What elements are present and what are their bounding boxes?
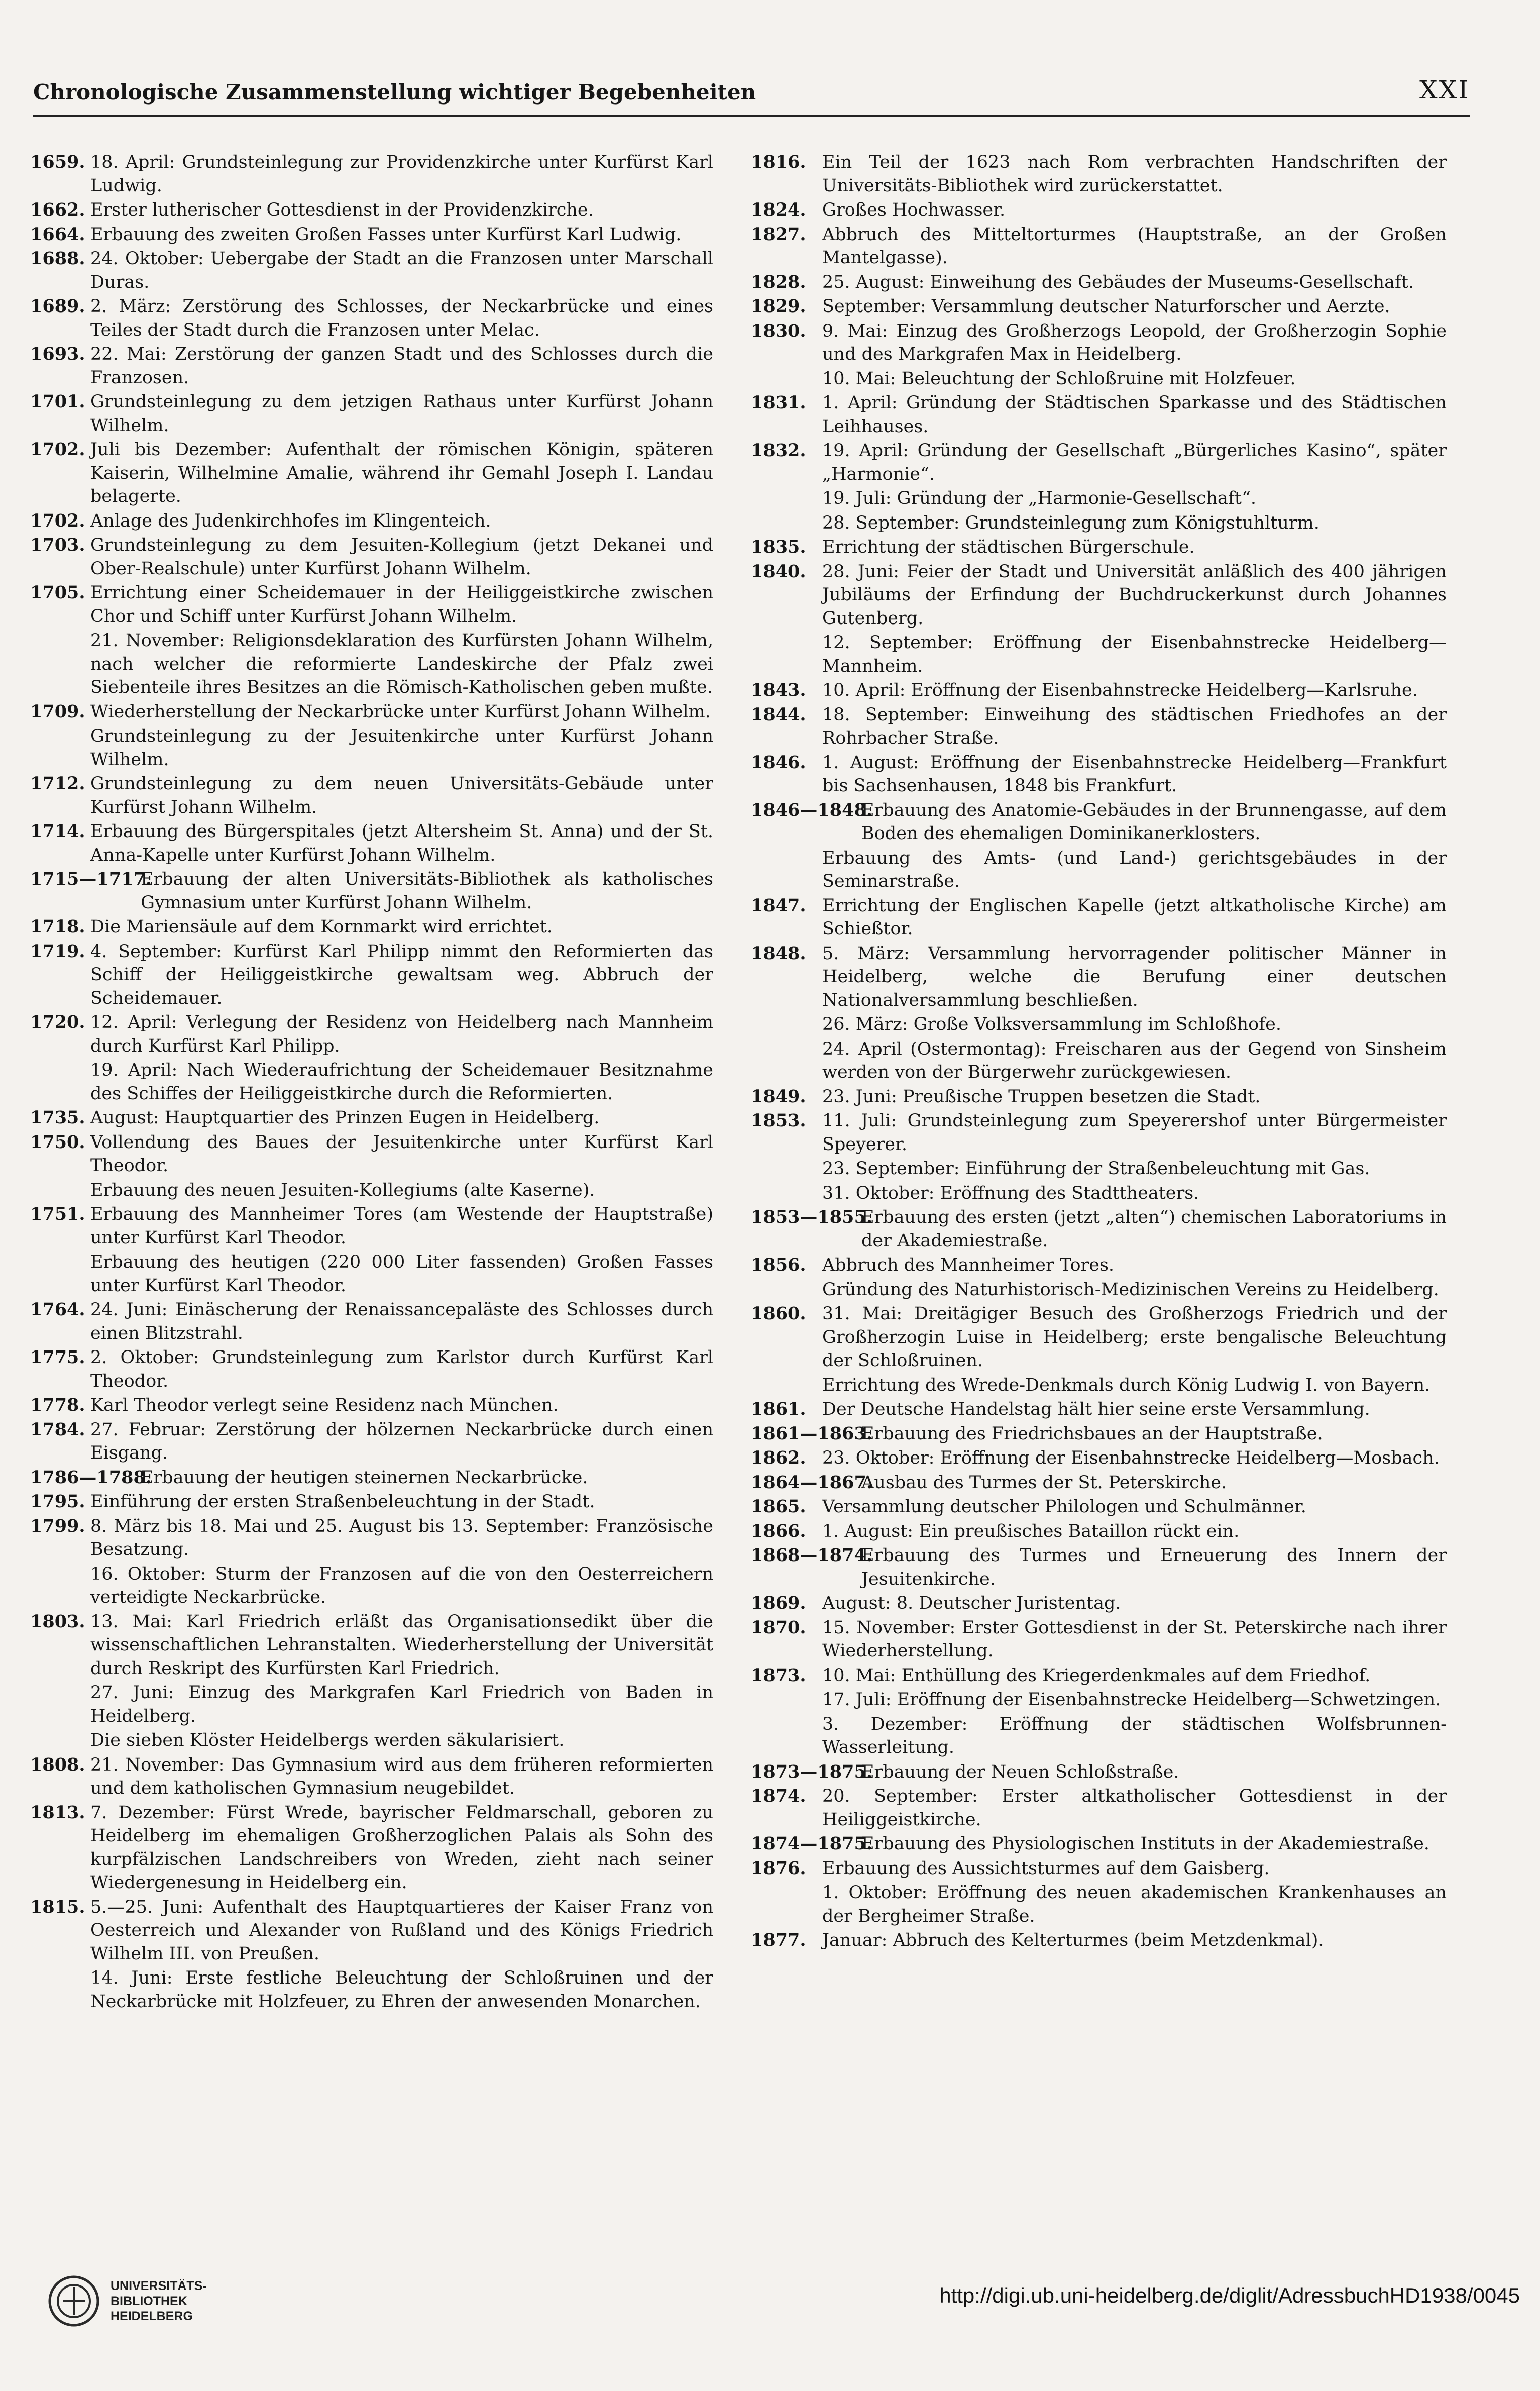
entry-text: 11. Juli: Grundsteinlegung zum Speyerershof unter Bürgermeister Speyerer.	[822, 1111, 1447, 1155]
chronology-entry	[30, 1753, 713, 1800]
entry-text: 28. September: Grundsteinlegung zum Königstuhlturm.	[822, 512, 1319, 533]
entry-year: 1714.	[30, 821, 85, 842]
chronology-entry	[30, 151, 713, 197]
chronology-entry	[30, 700, 713, 724]
chronology-entry	[751, 1037, 1447, 1084]
entry-year: 1775.	[30, 1347, 85, 1368]
chronology-entry	[30, 915, 713, 939]
entry-text: 15. November: Erster Gottesdienst in der St. Peterskirche nach ihrer Wiederherstellung.	[822, 1617, 1447, 1661]
entry-text: Erbauung des Anatomie-Gebäudes in der Brunnengasse, auf dem Boden des ehemaligen Dominikanerklosters.	[861, 800, 1447, 844]
entry-year: 1853—1855.	[751, 1207, 873, 1227]
entry-text: Erbauung des neuen Jesuiten-Kollegiums (alte Kaserne).	[90, 1180, 595, 1200]
entry-year: 1703.	[30, 535, 85, 555]
entry-text: 3. Dezember: Eröffnung der städtischen Wolfsbrunnen-Wasserleitung.	[822, 1714, 1447, 1757]
chronology-entry	[30, 1966, 713, 2013]
entry-year: 1849.	[751, 1086, 806, 1107]
entry-year: 1784.	[30, 1419, 85, 1440]
entry-text: Versammlung deutscher Philologen und Schulmänner.	[822, 1497, 1306, 1517]
chronology-entry	[30, 1418, 713, 1465]
entry-year: 1866.	[751, 1520, 806, 1541]
entry-text: Erbauung des Physiologischen Instituts in der Akademiestraße.	[861, 1834, 1429, 1854]
entry-text: Erbauung des zweiten Großen Fasses unter Kurfürst Karl Ludwig.	[90, 224, 682, 245]
entry-text: Gründung des Naturhistorisch-Medizinischen Vereins zu Heidelberg.	[822, 1279, 1439, 1300]
entry-year: 1719.	[30, 941, 85, 962]
entry-text: 23. Juni: Preußische Truppen besetzen die Stadt.	[822, 1086, 1261, 1107]
entry-text: Anlage des Judenkirchhofes im Klingenteich.	[90, 510, 491, 531]
entry-year: 1868—1874.	[751, 1545, 873, 1566]
chronology-entry	[30, 390, 713, 437]
entry-year: 1828.	[751, 271, 806, 292]
logo-line: UNIVERSITÄTS-	[111, 2279, 207, 2293]
entry-text: 23. Oktober: Eröffnung der Eisenbahnstrecke Heidelberg—Mosbach.	[822, 1448, 1440, 1468]
chronology-entry	[751, 703, 1447, 750]
entry-text: August: Hauptquartier des Prinzen Eugen in Heidelberg.	[90, 1108, 600, 1128]
entry-text: 1. Oktober: Eröffnung des neuen akademischen Krankenhauses an der Bergheimer Straße.	[822, 1883, 1447, 1926]
entry-text: 2. März: Zerstörung des Schlosses, der Neckarbrücke und eines Teiles der Stadt durch die Franzosen unter Melac.	[90, 296, 713, 340]
chronology-entry	[751, 631, 1447, 678]
logo-line: HEIDELBERG	[111, 2309, 193, 2323]
chronology-entry	[751, 487, 1447, 510]
entry-year: 1862.	[751, 1447, 806, 1468]
chronology-entry	[751, 679, 1447, 702]
entry-year: 1846—1848.	[751, 799, 873, 820]
chronology-entry	[751, 1929, 1447, 1952]
entry-text: Der Deutsche Handelstag hält hier seine erste Versammlung.	[822, 1399, 1370, 1419]
entry-text: Vollendung des Baues der Jesuitenkirche unter Kurfürst Karl Theodor.	[90, 1132, 713, 1176]
chronology-entry	[751, 799, 1447, 846]
entry-year: 1873—1875.	[751, 1761, 873, 1782]
chronology-entry	[30, 534, 713, 580]
entry-text: Juli bis Dezember: Aufenthalt der römischen Königin, späteren Kaiserin, Wilhelmine Amalie, während ihr Gemahl Joseph I. Landau belagerte.	[90, 440, 713, 506]
entry-text: 22. Mai: Zerstörung der ganzen Stadt und des Schlosses durch die Franzosen.	[90, 344, 713, 388]
chronology-entry	[30, 1563, 713, 1609]
chronology-entry	[751, 1832, 1447, 1856]
entry-text: Wiederherstellung der Neckarbrücke unter Kurfürst Johann Wilhelm.	[90, 701, 711, 722]
chronology-entry	[30, 295, 713, 342]
chronology-entry	[751, 1278, 1447, 1302]
chronology-entry	[30, 1729, 713, 1752]
left-column	[30, 151, 713, 2014]
entry-year: 1764.	[30, 1299, 85, 1320]
entry-text: Ausbau des Turmes der St. Peterskirche.	[861, 1472, 1227, 1493]
entry-text: 7. Dezember: Fürst Wrede, bayrischer Feldmarschall, geboren zu Heidelberg im ehemaligen Großherzoglichen Palais als Sohn des kurpfälzischen Landschreibers von Wreden, zieht nach seiner Wiedergenesung in Heidelberg ein.	[90, 1802, 713, 1893]
entry-text: Erbauung des Bürgerspitales (jetzt Altersheim St. Anna) und der St. Anna-Kapelle unter Kurfürst Johann Wilhelm.	[90, 821, 713, 865]
chronology-entry	[751, 847, 1447, 893]
entry-text: 14. Juni: Erste festliche Beleuchtung der Schloßruinen und der Neckarbrücke mit Holzfeuer, zu Ehren der anwesenden Monarchen.	[90, 1968, 713, 2012]
entry-year: 1715—1717.	[30, 869, 152, 889]
entry-year: 1829.	[751, 296, 806, 317]
entry-text: 1. August: Eröffnung der Eisenbahnstrecke Heidelberg—Frankfurt bis Sachsenhausen, 1848 bis Frankfurt.	[822, 752, 1447, 796]
entry-text: 27. Juni: Einzug des Markgrafen Karl Friedrich von Baden in Heidelberg.	[90, 1683, 713, 1726]
chronology-entry	[30, 343, 713, 389]
entry-text: Errichtung der Englischen Kapelle (jetzt altkatholische Kirche) am Schießtor.	[822, 895, 1447, 939]
entry-text: 28. Juni: Feier der Stadt und Universität anläßlich des 400 jährigen Jubiläums der Erfindung der Buchdruckerkunst durch Johannes Gutenberg.	[822, 561, 1447, 629]
chronology-entry	[751, 1520, 1447, 1543]
entry-text: Januar: Abbruch des Kelterturmes (beim Metzdenkmal).	[822, 1930, 1324, 1950]
entry-text: 1. August: Ein preußisches Bataillon rückt ein.	[822, 1521, 1240, 1541]
entry-text: Grundsteinlegung zu dem jetzigen Rathaus unter Kurfürst Johann Wilhelm.	[90, 392, 713, 436]
chronology-entry	[30, 940, 713, 1010]
entry-text: Abbruch des Mitteltorturmes (Hauptstraße, an der Großen Mantelgasse).	[822, 224, 1447, 268]
entry-text: 5.—25. Juni: Aufenthalt des Hauptquartieres der Kaiser Franz von Oesterreich und Alexander von Rußland und des Königs Friedrich Wilhelm III. von Preußen.	[90, 1897, 713, 1964]
chronology-entry	[751, 1592, 1447, 1615]
entry-year: 1701.	[30, 391, 85, 412]
entry-year: 1816.	[751, 152, 806, 172]
entry-text: Erbauung des ersten (jetzt „alten“) chemischen Laboratoriums in der Akademiestraße.	[861, 1207, 1447, 1251]
entry-year: 1778.	[30, 1395, 85, 1415]
entry-text: Erbauung des Turmes und Erneuerung des Innern der Jesuitenkirche.	[861, 1545, 1447, 1589]
chronology-entry	[30, 1681, 713, 1728]
entry-year: 1718.	[30, 916, 85, 937]
chronology-entry	[751, 1785, 1447, 1831]
seal-icon	[48, 2275, 100, 2328]
entry-text: Einführung der ersten Straßenbeleuchtung in der Stadt.	[90, 1492, 595, 1512]
chronology-entry	[751, 295, 1447, 319]
entry-year: 1847.	[751, 895, 806, 916]
entry-year: 1848.	[751, 943, 806, 964]
chronology-entry	[30, 724, 713, 771]
entry-text: Errichtung der städtischen Bürgerschule.	[822, 537, 1195, 557]
entry-text: Errichtung einer Scheidemauer in der Heiliggeistkirche zwischen Chor und Schiff unter Kurfürst Johann Wilhelm.	[90, 583, 713, 627]
chronology-entry	[30, 1203, 713, 1250]
entry-text: 9. Mai: Einzug des Großherzogs Leopold, der Großherzogin Sophie und des Markgrafen Max in Heidelberg.	[822, 321, 1447, 364]
entry-text: Erbauung des Amts- (und Land-) gerichtsgebäudes in der Seminarstraße.	[822, 848, 1447, 891]
entry-year: 1808.	[30, 1754, 85, 1775]
chronology-entry	[30, 1179, 713, 1202]
entry-year: 1843.	[751, 680, 806, 700]
entry-year: 1873.	[751, 1665, 806, 1686]
chronology-entry	[751, 1688, 1447, 1712]
entry-year: 1831.	[751, 392, 806, 413]
entry-text: Erbauung des Aussichtsturmes auf dem Gaisberg.	[822, 1858, 1270, 1879]
chronology-entry	[30, 868, 713, 914]
entry-text: Erbauung der heutigen steinernen Neckarbrücke.	[141, 1467, 588, 1488]
entry-text: 17. Juli: Eröffnung der Eisenbahnstrecke Heidelberg—Schwetzingen.	[822, 1690, 1441, 1710]
entry-text: Großes Hochwasser.	[822, 200, 1006, 220]
chronology-entry	[30, 1251, 713, 1297]
entry-text: 19. April: Gründung der Gesellschaft „Bürgerliches Kasino“, später „Harmonie“.	[822, 441, 1447, 484]
entry-text: August: 8. Deutscher Juristentag.	[822, 1593, 1121, 1613]
entry-year: 1712.	[30, 773, 85, 794]
chronology-entry	[751, 1302, 1447, 1373]
entry-year: 1799.	[30, 1515, 85, 1536]
chronology-entry	[30, 247, 713, 294]
entry-year: 1877.	[751, 1930, 806, 1950]
chronology-entry	[751, 1857, 1447, 1881]
entry-text: 26. März: Große Volksversammlung im Schloßhofe.	[822, 1014, 1281, 1034]
chronology-entry	[30, 223, 713, 247]
entry-year: 1795.	[30, 1491, 85, 1512]
entry-text: 4. September: Kurfürst Karl Philipp nimmt den Reformierten das Schiff der Heiliggeistkirche gewaltsam weg. Abbruch der Scheidemauer.	[90, 941, 713, 1008]
chronology-entry	[30, 1059, 713, 1105]
chronology-entry	[751, 1182, 1447, 1205]
chronology-entry	[30, 629, 713, 699]
entry-text: 20. September: Erster altkatholischer Gottesdienst in der Heiliggeistkirche.	[822, 1786, 1447, 1830]
entry-text: 2. Oktober: Grundsteinlegung zum Karlstor durch Kurfürst Karl Theodor.	[90, 1347, 713, 1391]
entry-year: 1709.	[30, 701, 85, 722]
entry-text: 21. November: Religionsdeklaration des Kurfürsten Johann Wilhelm, nach welcher die reformierte Landeskirche der Pfalz zwei Siebenteile ihres Besitzes an die Römisch-Katholischen geben mußte.	[90, 631, 713, 697]
entry-year: 1720.	[30, 1012, 85, 1032]
chronology-entry	[751, 1109, 1447, 1156]
entry-text: 10. April: Eröffnung der Eisenbahnstrecke Heidelberg—Karlsruhe.	[822, 680, 1418, 700]
entry-year: 1705.	[30, 582, 85, 603]
chronology-entry	[751, 1471, 1447, 1495]
entry-text: 8. März bis 18. Mai und 25. August bis 13. September: Französische Besatzung.	[90, 1516, 713, 1560]
entry-text: 12. September: Eröffnung der Eisenbahnstrecke Heidelberg—Mannheim.	[822, 633, 1447, 676]
chronology-entry	[30, 820, 713, 867]
entry-year: 1864—1867.	[751, 1472, 873, 1493]
entry-year: 1693.	[30, 344, 85, 364]
entry-year: 1865.	[751, 1496, 806, 1517]
entry-year: 1860.	[751, 1303, 806, 1324]
entry-year: 1750.	[30, 1131, 85, 1153]
entry-text: 5. März: Versammlung hervorragender politischer Männer in Heidelberg, welche die Berufung einer deutschen Nationalversammlung beschließen.	[822, 943, 1447, 1010]
chronology-entry	[30, 438, 713, 508]
page-number: XXI	[1419, 75, 1470, 105]
entry-year: 1830.	[751, 320, 806, 341]
entry-text: Die Mariensäule auf dem Kornmarkt wird errichtet.	[90, 917, 553, 937]
chronology-entry	[30, 1466, 713, 1490]
entry-year: 1751.	[30, 1204, 85, 1224]
entry-text: 10. Mai: Beleuchtung der Schloßruine mit Holzfeuer.	[822, 368, 1296, 389]
chronology-entry	[30, 1131, 713, 1178]
chronology-entry	[751, 439, 1447, 486]
chronology-entry	[751, 560, 1447, 631]
chronology-entry	[751, 1760, 1447, 1784]
entry-year: 1702.	[30, 439, 85, 460]
chronology-entry	[30, 1106, 713, 1130]
entry-year: 1832.	[751, 440, 806, 461]
page-header	[33, 75, 1470, 105]
chronology-entry	[30, 581, 713, 628]
entry-text: 19. April: Nach Wiederaufrichtung der Scheidemauer Besitznahme des Schiffes der Heiliggeistkirche durch die Reformierten.	[90, 1060, 713, 1104]
entry-year: 1815.	[30, 1896, 85, 1917]
entry-text: Erbauung des Friedrichsbaues an der Hauptstraße.	[861, 1423, 1323, 1444]
entry-year: 1874.	[751, 1786, 806, 1806]
chronology-entry	[751, 942, 1447, 1012]
entry-year: 1662.	[30, 199, 85, 220]
chronology-entry	[751, 1374, 1447, 1397]
chronology-entry	[751, 1013, 1447, 1036]
right-column	[751, 151, 1447, 1953]
entry-text: Erster lutherischer Gottesdienst in der Providenzkirche.	[90, 200, 594, 220]
chronology-entry	[751, 1616, 1447, 1663]
chronology-entry	[751, 391, 1447, 438]
chronology-entry	[751, 1881, 1447, 1928]
chronology-entry	[751, 223, 1447, 270]
entry-text: Grundsteinlegung zu dem Jesuiten-Kollegium (jetzt Dekanei und Ober-Realschule) unter Kurfürst Johann Wilhelm.	[90, 535, 713, 579]
entry-year: 1702.	[30, 510, 85, 531]
entry-text: 1. April: Gründung der Städtischen Sparkasse und des Städtischen Leihhauses.	[822, 393, 1447, 437]
header-rule	[33, 115, 1470, 117]
chronology-entry	[751, 1664, 1447, 1688]
entry-year: 1689.	[30, 296, 85, 317]
chronology-entry	[751, 1495, 1447, 1519]
entry-text: Erbauung der Neuen Schloßstraße.	[861, 1761, 1179, 1782]
page-title: Chronologische Zusammenstellung wichtiger Begebenheiten	[33, 80, 756, 105]
chronology-entry	[751, 151, 1447, 197]
entry-year: 1659.	[30, 152, 85, 172]
entry-text: 21. November: Das Gymnasium wird aus dem früheren reformierten und dem katholischen Gymnasium neugebildet.	[90, 1754, 713, 1798]
entry-text: 24. Oktober: Uebergabe der Stadt an die Franzosen unter Marschall Duras.	[90, 249, 713, 292]
entry-text: 13. Mai: Karl Friedrich erläßt das Organisationsedikt über die wissenschaftlichen Lehranstalten. Wiederherstellung der Universität durch Reskript des Kurfürsten Karl Friedrich.	[90, 1611, 713, 1679]
entry-text: 12. April: Verlegung der Residenz von Heidelberg nach Mannheim durch Kurfürst Karl Philipp.	[90, 1012, 713, 1056]
chronology-entry	[751, 1544, 1447, 1591]
chronology-entry	[751, 1446, 1447, 1470]
entry-year: 1870.	[751, 1617, 806, 1638]
entry-text: 18. April: Grundsteinlegung zur Providenzkirche unter Kurfürst Karl Ludwig.	[90, 152, 713, 196]
chronology-entry	[751, 751, 1447, 798]
entry-text: Ein Teil der 1623 nach Rom verbrachten Handschriften der Universitäts-Bibliothek wird zurückerstattet.	[822, 152, 1447, 196]
entry-text: 24. Juni: Einäscherung der Renaissancepaläste des Schlosses durch einen Blitzstrahl.	[90, 1300, 713, 1343]
entry-year: 1869.	[751, 1593, 806, 1613]
logo-line: BIBLIOTHEK	[111, 2294, 187, 2308]
entry-year: 1688.	[30, 248, 85, 269]
entry-year: 1844.	[751, 704, 806, 725]
chronology-entry	[30, 198, 713, 222]
entry-year: 1813.	[30, 1802, 85, 1823]
entry-text: 25. August: Einweihung des Gebäudes der Museums-Gesellschaft.	[822, 272, 1414, 292]
entry-text: 18. September: Einweihung des städtischen Friedhofes an der Rohrbacher Straße.	[822, 704, 1447, 748]
entry-text: Errichtung des Wrede-Denkmals durch König Ludwig I. von Bayern.	[822, 1375, 1431, 1395]
entry-year: 1876.	[751, 1857, 806, 1879]
entry-text: 31. Oktober: Eröffnung des Stadttheaters.	[822, 1183, 1199, 1203]
chronology-entry	[751, 536, 1447, 559]
chronology-entry	[751, 198, 1447, 222]
entry-year: 1664.	[30, 224, 85, 245]
entry-text: Erbauung des heutigen (220 000 Liter fassenden) Großen Fasses unter Kurfürst Karl Theodor.	[90, 1252, 713, 1296]
chronology-entry	[751, 320, 1447, 366]
chronology-entry	[751, 511, 1447, 535]
entry-text: 24. April (Ostermontag): Freischaren aus der Gegend von Sinsheim werden von der Bürgerwehr zurückgewiesen.	[822, 1038, 1447, 1082]
chronology-entry	[30, 1896, 713, 1966]
chronology-entry	[30, 1610, 713, 1681]
chronology-entry	[751, 271, 1447, 294]
entry-text: Die sieben Klöster Heidelbergs werden säkularisiert.	[90, 1730, 565, 1750]
entry-year: 1840.	[751, 561, 806, 582]
entry-year: 1835.	[751, 537, 806, 557]
chronology-entry	[30, 1801, 713, 1895]
library-logo-text	[111, 2278, 207, 2324]
chronology-entry	[30, 1490, 713, 1514]
entry-text: Grundsteinlegung zu dem neuen Universitäts-Gebäude unter Kurfürst Johann Wilhelm.	[90, 774, 713, 817]
chronology-entry	[30, 1515, 713, 1562]
entry-year: 1861—1863.	[751, 1423, 873, 1444]
entry-year: 1853.	[751, 1110, 806, 1131]
entry-text: 23. September: Einführung der Straßenbeleuchtung mit Gas.	[822, 1159, 1370, 1179]
entry-year: 1861.	[751, 1399, 806, 1419]
entry-text: Erbauung der alten Universitäts-Bibliothek als katholisches Gymnasium unter Kurfürst Johann Wilhelm.	[141, 869, 713, 913]
entry-year: 1803.	[30, 1611, 85, 1632]
entry-year: 1824.	[751, 199, 806, 220]
entry-text: 27. Februar: Zerstörung der hölzernen Neckarbrücke durch einen Eisgang.	[90, 1419, 713, 1463]
chronology-entry	[30, 1346, 713, 1393]
entry-year: 1874—1875.	[751, 1833, 873, 1854]
chronology-entry	[751, 1254, 1447, 1277]
entry-text: 10. Mai: Enthüllung des Kriegerdenkmales auf dem Friedhof.	[822, 1665, 1371, 1686]
entry-text: Grundsteinlegung zu der Jesuitenkirche unter Kurfürst Johann Wilhelm.	[90, 726, 713, 770]
chronology-entry	[30, 1298, 713, 1345]
entry-text: 31. Mai: Dreitägiger Besuch des Großherzogs Friedrich und der Großherzogin Luise in Heidelberg; erste bengalische Beleuchtung der Schloßruinen.	[822, 1304, 1447, 1371]
chronology-entry	[751, 367, 1447, 391]
entry-text: Abbruch des Mannheimer Tores.	[822, 1255, 1115, 1275]
entry-text: September: Versammlung deutscher Naturforscher und Aerzte.	[822, 296, 1390, 317]
entry-year: 1856.	[751, 1255, 806, 1275]
chronology-entry	[30, 1011, 713, 1058]
entry-text: 16. Oktober: Sturm der Franzosen auf die von den Oesterreichern verteidigte Neckarbrücke.	[90, 1564, 713, 1607]
chronology-entry	[30, 772, 713, 819]
library-logo	[48, 2263, 213, 2339]
entry-year: 1827.	[751, 224, 806, 245]
entry-text: 19. Juli: Gründung der „Harmonie-Gesellschaft“.	[822, 488, 1256, 508]
chronology-entry	[751, 1422, 1447, 1446]
entry-year: 1846.	[751, 752, 806, 773]
entry-year: 1786—1788.	[30, 1467, 152, 1488]
chronology-entry	[30, 1394, 713, 1417]
entry-year: 1735.	[30, 1107, 85, 1128]
chronology-entry	[751, 1085, 1447, 1109]
chronology-entry	[751, 1157, 1447, 1181]
entry-text: Karl Theodor verlegt seine Residenz nach München.	[90, 1395, 559, 1415]
chronology-entry	[30, 509, 713, 533]
chronology-entry	[751, 1206, 1447, 1253]
chronology-entry	[751, 1713, 1447, 1759]
chronology-entry	[751, 894, 1447, 941]
entry-text: Erbauung des Mannheimer Tores (am Westende der Hauptstraße) unter Kurfürst Karl Theodor.	[90, 1204, 713, 1248]
source-url-link[interactable]: http://digi.ub.uni-heidelberg.de/diglit/AdressbuchHD1938/0045	[939, 2283, 1520, 2307]
chronology-entry	[751, 1398, 1447, 1421]
